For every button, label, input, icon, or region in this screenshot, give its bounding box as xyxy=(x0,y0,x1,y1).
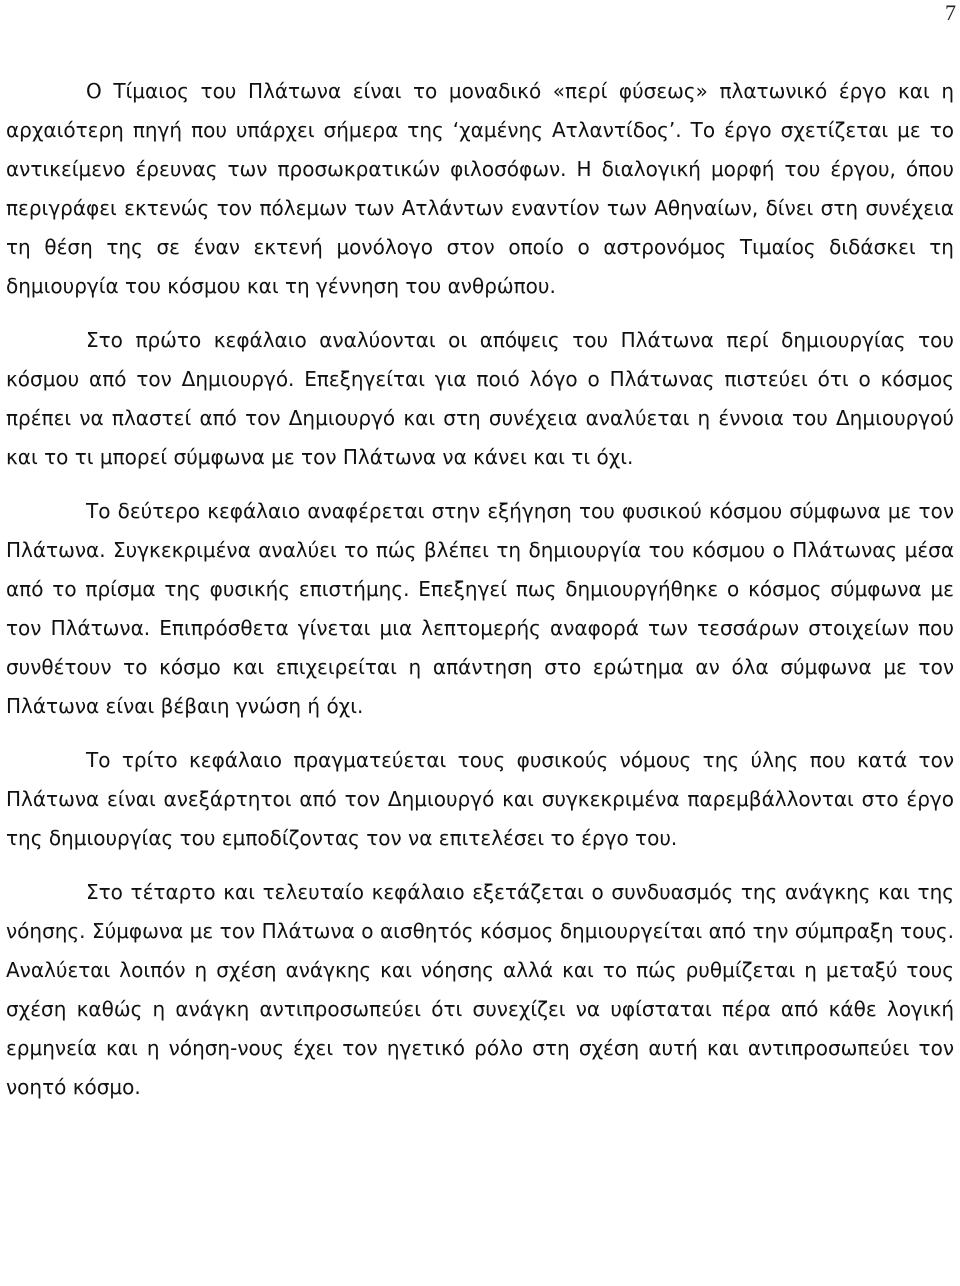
paragraph-intro: Ο Τίμαιος του Πλάτωνα είναι το μοναδικό «περί φύσεως» πλατωνικό έργο και η αρχαιότερη πηγή που υπάρχει σήμερα της ‘χαμένης Ατλαντίδος’. Το έργο σχετίζεται με το αντικείμενο έρευνας των προσωκρατικών φιλοσόφων. Η διαλογική μορφή του έργου, όπου περιγράφει εκτενώς τον πόλεμων των Ατλάντων εναντίον των Αθηναίων, δίνει στη συνέχεια τη θέση της σε έναν εκτενή μονόλογο στον οποίο ο αστρονόμος Τιμαίος διδάσκει τη δημιουργία του κόσμου και τη γέννηση του ανθρώπου. xyxy=(6,79,954,298)
paragraph-chapter-two: Το δεύτερο κεφάλαιο αναφέρεται στην εξήγηση του φυσικού κόσμου σύμφωνα με τον Πλάτωνα. Συγκεκριμένα αναλύει το πώς βλέπει τη δημιουργία του κόσμου ο Πλάτωνας μέσα από το πρίσμα της φυσικής επιστήμης. Επεξηγεί πως δημιουργήθηκε ο κόσμος σύμφωνα με τον Πλάτωνα. Επιπρόσθετα γίνεται μια λεπτομερής αναφορά των τεσσάρων στοιχείων που συνθέτουν το κόσμο και επιχειρείται η απάντηση στο ερώτημα αν όλα σύμφωνα με τον Πλάτωνα είναι βέβαιη γνώση ή όχι. xyxy=(6,499,954,718)
document-body xyxy=(6,72,954,1107)
page-number: 7 xyxy=(945,0,956,25)
paragraph-chapter-four: Στο τέταρτο και τελευταίο κεφάλαιο εξετάζεται ο συνδυασμός της ανάγκης και της νόησης. Σύμφωνα με τον Πλάτωνα ο αισθητός κόσμος δημιουργείται από την σύμπραξη τους. Αναλύεται λοιπόν η σχέση ανάγκης και νόησης αλλά και το πώς ρυθμίζεται η μεταξύ τους σχέση καθώς η ανάγκη αντιπροσωπεύει ότι συνεχίζει να υφίσταται πέρα από κάθε λογική ερμηνεία και η νόηση-νους έχει τον ηγετικό ρόλο στη σχέση αυτή και αντιπροσωπεύει τον νοητό κόσμο. xyxy=(6,880,954,1099)
paragraph-chapter-one: Στο πρώτο κεφάλαιο αναλύονται οι απόψεις του Πλάτωνα περί δημιουργίας του κόσμου από τον Δημιουργό. Επεξηγείται για ποιό λόγο ο Πλάτωνας πιστεύει ότι ο κόσμος πρέπει να πλαστεί από τον Δημιουργό και στη συνέχεια αναλύεται η έννοια του Δημιουργού και το τι μπορεί σύμφωνα με τον Πλάτωνα να κάνει και τι όχι. xyxy=(6,328,954,469)
paragraph-chapter-three: Το τρίτο κεφάλαιο πραγματεύεται τους φυσικούς νόμους της ύλης που κατά τον Πλάτωνα είναι ανεξάρτητοι από τον Δημιουργό και συγκεκριμένα παρεμβάλλονται στο έργο της δημιουργίας του εμποδίζοντας τον να επιτελέσει το έργο του. xyxy=(6,748,954,850)
